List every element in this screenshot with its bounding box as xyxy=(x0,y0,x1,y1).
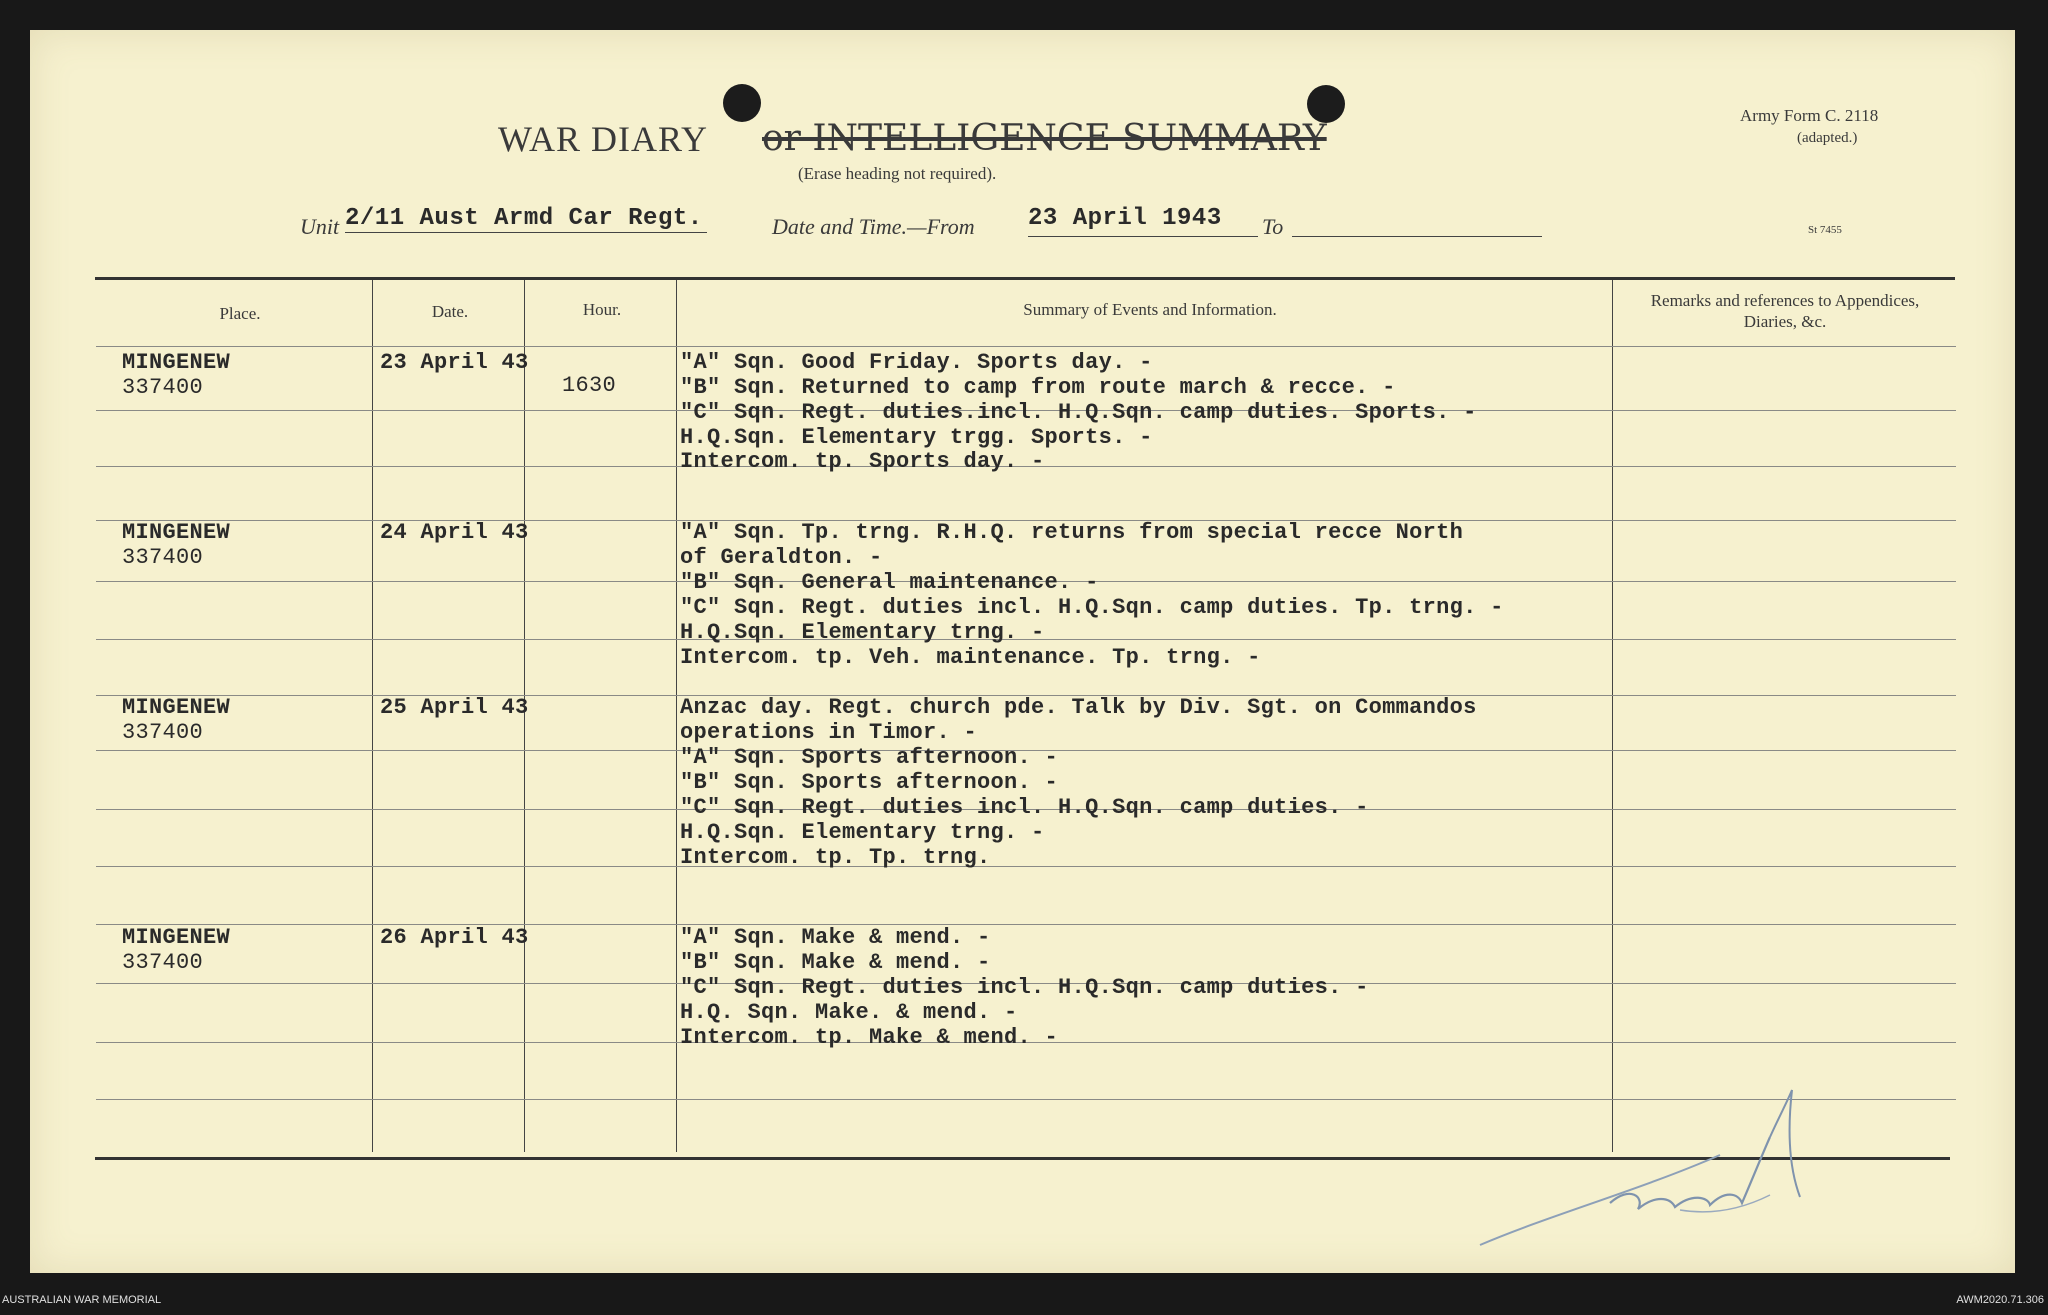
entry-hour: 1630 xyxy=(562,373,617,398)
column-header-summary: Summary of Events and Information. xyxy=(1023,300,1277,319)
column-header-place: Place. xyxy=(219,304,261,323)
entry-line: "A" Sqn. Good Friday. Sports day. - xyxy=(680,350,1153,375)
table-top-border xyxy=(95,277,1955,280)
entry-grid-ref: 337400 xyxy=(122,950,204,975)
entry-line: H.Q.Sqn. Elementary trgg. Sports. - xyxy=(680,425,1153,450)
entry-line: Anzac day. Regt. church pde. Talk by Div. Sgt. on Commandos xyxy=(680,695,1477,720)
entry-date: 25 April 43 xyxy=(380,695,529,720)
entry-line: "C" Sqn. Regt. duties incl. H.Q.Sqn. camp duties. - xyxy=(680,795,1369,820)
footer-accession: AWM2020.71.306 xyxy=(1956,1294,2044,1306)
date-from-value: 23 April 1943 xyxy=(1028,205,1222,232)
entry-date: 24 April 43 xyxy=(380,520,529,545)
entry-grid-ref: 337400 xyxy=(122,545,204,570)
entry-line: "B" Sqn. Sports afternoon. - xyxy=(680,770,1059,795)
entry-line: "C" Sqn. Regt. duties incl. H.Q.Sqn. camp duties. - xyxy=(680,975,1369,1000)
entry-line: Intercom. tp. Sports day. - xyxy=(680,449,1045,474)
unit-label: Unit xyxy=(300,214,340,239)
entry-line: "A" Sqn. Tp. trng. R.H.Q. returns from special recce North xyxy=(680,520,1464,545)
entry-line: "A" Sqn. Sports afternoon. - xyxy=(680,745,1059,770)
ruled-line xyxy=(96,346,1956,347)
stock-code: St 7455 xyxy=(1808,224,1842,236)
entry-date: 26 April 43 xyxy=(380,925,529,950)
ruled-line xyxy=(96,866,1956,867)
entry-line: of Geraldton. - xyxy=(680,545,883,570)
entry-line: H.Q.Sqn. Elementary trng. - xyxy=(680,620,1045,645)
entry-line: "C" Sqn. Regt. duties incl. H.Q.Sqn. camp duties. Tp. trng. - xyxy=(680,595,1504,620)
entry-date: 23 April 43 xyxy=(380,350,529,375)
entry-line: "A" Sqn. Make & mend. - xyxy=(680,925,991,950)
column-header-date: Date. xyxy=(431,302,469,321)
entry-line: H.Q. Sqn. Make. & mend. - xyxy=(680,1000,1018,1025)
entry-place: MINGENEW xyxy=(122,925,231,950)
entry-line: Intercom. tp. Make & mend. - xyxy=(680,1025,1059,1050)
entry-line: H.Q.Sqn. Elementary trng. - xyxy=(680,820,1045,845)
unit-value: 2/11 Aust Armd Car Regt. xyxy=(345,205,707,233)
date-underline xyxy=(1028,236,1258,237)
entry-line: "B" Sqn. General maintenance. - xyxy=(680,570,1099,595)
entry-line: "B" Sqn. Returned to camp from route march & recce. - xyxy=(680,375,1396,400)
date-to-label: To xyxy=(1262,214,1284,239)
signature-mark xyxy=(1470,1085,1850,1255)
entry-place: MINGENEW xyxy=(122,695,231,720)
ruled-line xyxy=(96,924,1956,925)
column-header-remarks: Remarks and references to Appendices, Diaries, &c. xyxy=(1650,291,1920,331)
entry-grid-ref: 337400 xyxy=(122,375,204,400)
entry-line: operations in Timor. - xyxy=(680,720,978,745)
erase-note: (Erase heading not required). xyxy=(798,164,997,183)
entry-line: "B" Sqn. Make & mend. - xyxy=(680,950,991,975)
column-header-hour: Hour. xyxy=(582,300,622,319)
form-title: WAR DIARY xyxy=(498,119,709,159)
struck-heading: or INTELLIGENCE SUMMARY xyxy=(762,118,1327,159)
entry-line: Intercom. tp. Tp. trng. xyxy=(680,845,991,870)
entry-place: MINGENEW xyxy=(122,350,231,375)
entry-line: "C" Sqn. Regt. duties.incl. H.Q.Sqn. camp duties. Sports. - xyxy=(680,400,1477,425)
army-form-number: Army Form C. 2118 xyxy=(1740,106,1879,125)
entry-place: MINGENEW xyxy=(122,520,231,545)
adapted-note: (adapted.) xyxy=(1797,130,1858,146)
date-time-label: Date and Time.—From xyxy=(772,214,975,239)
entry-grid-ref: 337400 xyxy=(122,720,204,745)
footer-credit: AUSTRALIAN WAR MEMORIAL xyxy=(2,1294,162,1306)
punch-hole-left xyxy=(723,84,761,122)
date-to-underline xyxy=(1292,236,1542,237)
entry-line: Intercom. tp. Veh. maintenance. Tp. trng. - xyxy=(680,645,1261,670)
